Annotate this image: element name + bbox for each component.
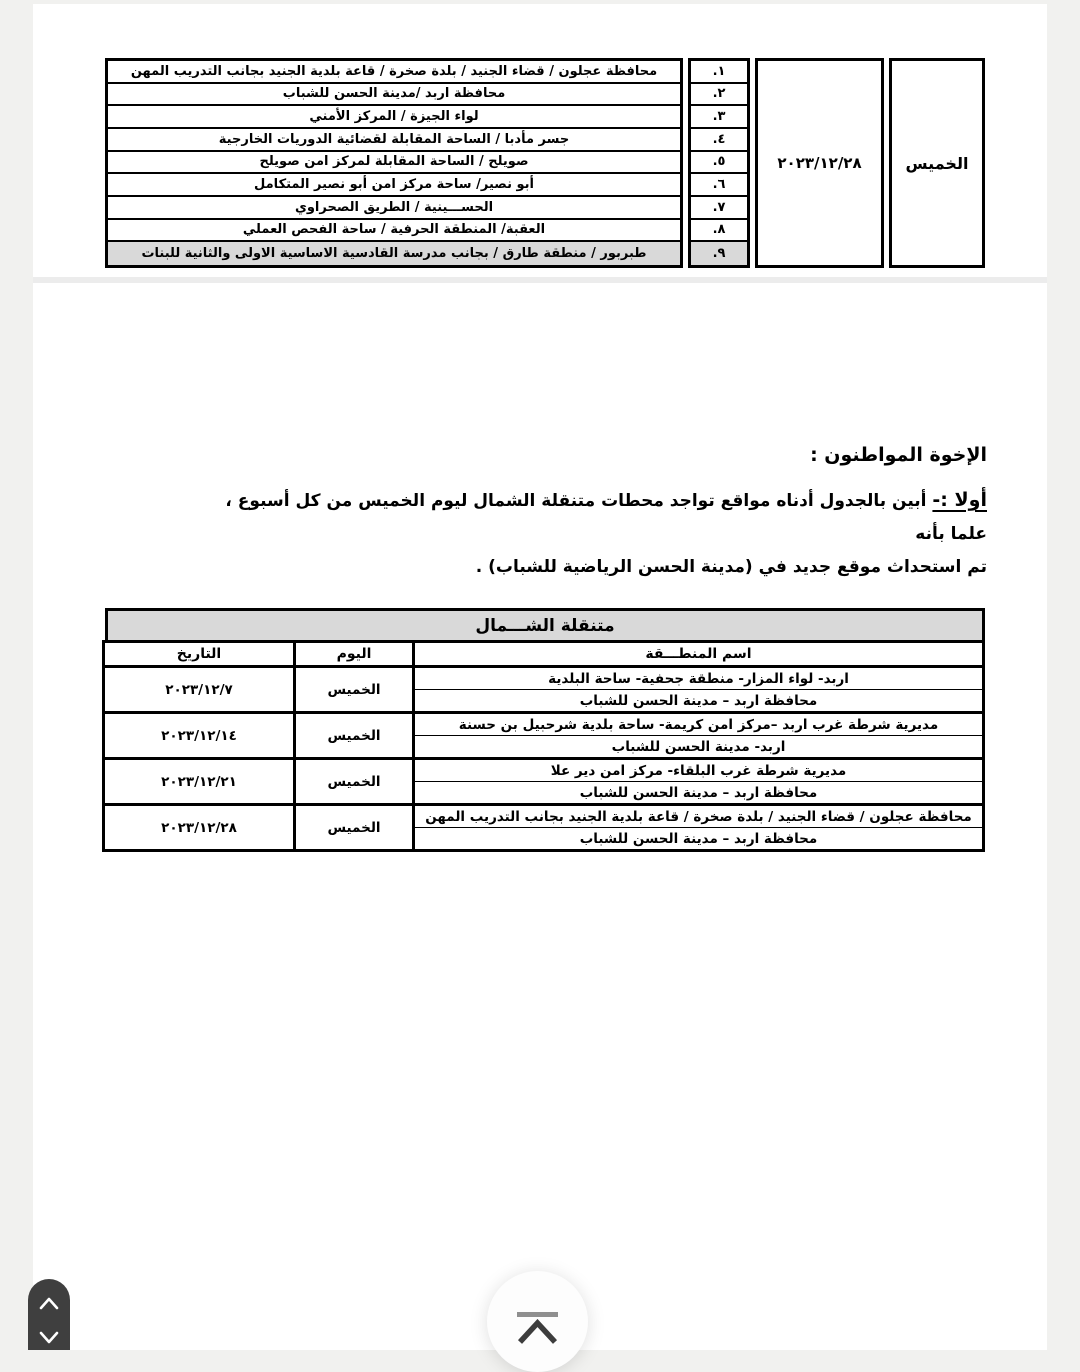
area-line: محافظة اربد – مدينة الحسن للشباب	[579, 692, 818, 709]
day-cell: الخميس	[889, 58, 985, 268]
location-cell: أبو نصير/ ساحة مركز امن أبو نصير المتكامل	[108, 174, 680, 197]
area-line: محافظة اربد – مدينة الحسن للشباب	[579, 784, 818, 801]
area-line: محافظة عجلون / قضاء الجنيد / بلدة صخرة / قاعة بلدية الجنيد بجانب التدريب المهن	[415, 806, 982, 828]
header-area: اسم المنطـــقة	[414, 642, 984, 667]
schedule-day: الخميس	[295, 759, 414, 805]
greeting-heading: الإخوة المواطنون :	[810, 444, 987, 466]
thursday-locations-table	[105, 58, 985, 268]
row-number: ١.	[691, 61, 747, 84]
location-cell: جسر مأدبا / الساحة المقابلة لقضائية الدوريات الخارجية	[108, 129, 680, 152]
schedule-day: الخميس	[295, 667, 414, 713]
area-line: محافظة اربد – مدينة الحسن للشباب	[579, 830, 818, 847]
row-number: ٧.	[691, 197, 747, 220]
schedule-day: الخميس	[295, 805, 414, 851]
location-cell: العقبة/ المنطقة الحرفية / ساحة الفحص العملي	[108, 220, 680, 243]
row-number: ٤.	[691, 129, 747, 152]
schedule-date: ٢٠٢٣/١٢/٢٨	[104, 805, 295, 851]
row-number: ٩.	[691, 242, 747, 265]
location-cell: صويلح / الساحة المقابلة لمركز امن صويلح	[108, 152, 680, 175]
scroll-buttons-pill[interactable]	[28, 1279, 70, 1350]
row-number: ٥.	[691, 152, 747, 175]
schedule-date: ٢٠٢٣/١٢/٧	[104, 667, 295, 713]
row-numbers-column	[688, 58, 750, 268]
schedule-day: الخميس	[295, 713, 414, 759]
schedule-row	[104, 759, 984, 805]
header-day: اليوم	[295, 642, 414, 667]
chevron-down-icon[interactable]	[39, 1331, 59, 1344]
chevron-up-icon[interactable]	[39, 1297, 59, 1310]
collapse-to-top-icon	[517, 1312, 558, 1317]
row-number: ٦.	[691, 174, 747, 197]
page-break-separator	[33, 277, 1047, 283]
paragraph-line-1: أبين بالجدول أدناه مواقع تواجد محطات متنقلة الشمال ليوم الخميس من كل أسبوع ، علما بأنه	[225, 491, 987, 544]
first-item-label: أولا :-	[932, 489, 987, 511]
intro-paragraph	[187, 484, 987, 584]
back-to-top-button[interactable]	[487, 1271, 588, 1372]
row-number: ٢.	[691, 84, 747, 107]
paragraph-line-2: تم استحداث موقع جديد في (مدينة الحسن الرياضية للشباب) .	[475, 557, 987, 577]
schedule-header-row	[104, 642, 984, 667]
area-line: اربد- لواء المزار- منطقة جحفية- ساحة البلدية	[415, 668, 982, 690]
schedule-row	[104, 713, 984, 759]
area-line: مديرية شرطة غرب البلقاء- مركز امن دير علا	[415, 760, 982, 782]
row-number: ٣.	[691, 106, 747, 129]
date-cell: ٢٠٢٣/١٢/٢٨	[755, 58, 884, 268]
location-cell: الحســـينية / الطريق الصحراوي	[108, 197, 680, 220]
location-cell: محافظة اربد /مدينة الحسن للشباب	[108, 84, 680, 107]
schedule-date: ٢٠٢٣/١٢/١٤	[104, 713, 295, 759]
schedule-table-title: متنقلة الشـــمال	[105, 608, 985, 640]
location-cell-highlighted: طبربور / منطقة طارق / بجانب مدرسة القادسية الاساسية الاولى والثانية للبنات	[108, 242, 680, 265]
location-cell: محافظة عجلون / قضاء الجنيد / بلدة صخرة / قاعة بلدية الجنيد بجانب التدريب المهن	[108, 61, 680, 84]
header-date: التاريخ	[104, 642, 295, 667]
north-mobile-schedule-table	[105, 608, 985, 852]
chevron-up-icon	[517, 1319, 558, 1345]
area-line: مديرية شرطة غرب اربد –مركز امن كريمة- ساحة بلدية شرحبيل بن حسنة	[415, 714, 982, 736]
row-number: ٨.	[691, 220, 747, 243]
schedule-row	[104, 667, 984, 713]
schedule-row	[104, 805, 984, 851]
area-line: اربد- مدينة الحسن للشباب	[611, 738, 786, 755]
locations-column	[105, 58, 683, 268]
schedule-date: ٢٠٢٣/١٢/٢١	[104, 759, 295, 805]
location-cell: لواء الجيزة / المركز الأمني	[108, 106, 680, 129]
